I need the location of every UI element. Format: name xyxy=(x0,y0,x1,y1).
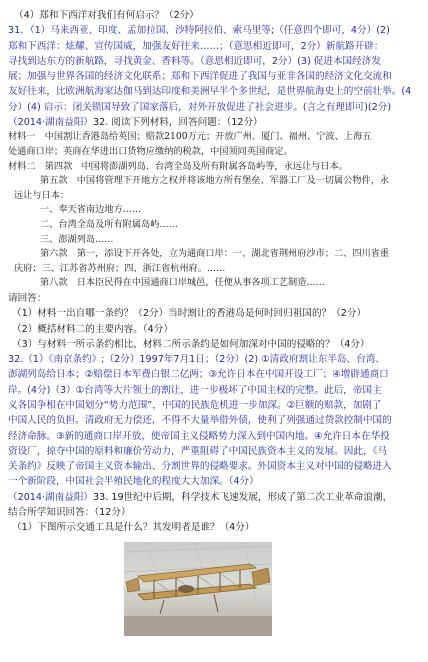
treaty-item: 二、台湾全岛及所有附属岛屿…… xyxy=(40,218,178,230)
answer-line: 31．（1）马来西亚、印度、孟加拉国、沙特阿拉伯、索马里等;（任意四个即可，4分）(2) xyxy=(8,25,390,37)
answer-line: 澎湖列岛给日本；②赔偿日本军费白银二亿两；③允许日本在中国开设工厂；④增辟通商口 xyxy=(8,369,389,381)
q4-prompt: （4）郑和下西洋对我们有何启示？（2分） xyxy=(14,10,199,21)
material-line: 远让与日本： xyxy=(14,189,70,201)
answer-line: 分）(4) 启示：闭关锁国导致了国家落后，对外开放促进了社会进步。(言之有理即可)(2分) xyxy=(8,101,392,113)
material-line: 处通商口岸；英商在华进出口货物应缴纳的税款，中国须同英国商定。 xyxy=(8,145,293,157)
source-tag: （2014·湖南益阳） xyxy=(8,491,94,503)
answer-line: 义各国争相在中国划分“势力范围”，中国的民族危机进一步加深。②巨额的赔款，加剧了 xyxy=(8,399,382,411)
biplane-illustration xyxy=(124,542,272,636)
sub-question: （3）与材料一所示条约相比，材料二所示条约是如何加深对中国的侵略的？（4分） xyxy=(12,338,370,350)
answer-line: 郑和下西洋：炫耀、宣传国威，加强友好往来……；（意思相近即可，2分）新航路开辟： xyxy=(8,40,384,52)
question-text: 32. 阅读下列材料，回答问题：（12分） xyxy=(93,117,263,129)
answer-line: 寻找到达东方的新航路，寻找黄金、香料等。（意思相近即可，2分）(3) 促进本国经济发 xyxy=(8,55,381,67)
material-1 xyxy=(8,130,422,159)
answer-line: 关条约》反映了帝国主义资本输出、分割世界的侵略要求。外国资本主义对中国的侵略进入 xyxy=(8,461,392,473)
answer-31 xyxy=(8,23,422,115)
material-line: 庆府；三、江苏省苏州府；四、浙江省杭州府。…… xyxy=(14,262,226,274)
sub-question: （1）下图所示交通工具是什么？其发明者是谁？（4分） xyxy=(12,522,255,534)
answer-line: 友好往来，比欧洲航海家达伽马到达印度和美洲早半个多世纪，是世界航海史上的空前壮举。(4 xyxy=(8,86,412,98)
material-line: 第六款 第一，添设下开各处，立为通商口岸：一、湖北省荆州府沙市；二、四川省重 xyxy=(40,248,390,260)
material-line: 第五款 中国将管理下开地方之权并将该地方所有堡垒、军器工厂及一切属公物件，永 xyxy=(40,175,390,187)
answer-line: 中国人民的负担。清政府无力偿还，不得不大量举借外债，使利了列强通过贷款控制中国的 xyxy=(8,415,392,427)
material-line: 第八款 日本臣民得在中国通商口岸城邑，任便从事各项工艺制造…… xyxy=(40,277,325,289)
treaty-item: 三、澎湖列岛…… xyxy=(40,233,114,245)
answer-line: 32.（1）《南京条约》;（2分）1997年7月1日；（2分）(2) ①清政府割让东半岛、台湾、 xyxy=(8,354,385,366)
ask-label: 请回答： xyxy=(8,292,47,304)
question-text: 33. 19世纪中后期，科学技术飞速发展，形成了第二次工业革命浪潮， xyxy=(93,491,393,503)
question-text-cont: 结合所学知识回答：（12分） xyxy=(8,507,131,519)
question-32-heading xyxy=(8,115,422,130)
material-2 xyxy=(8,160,422,291)
question-33-heading xyxy=(8,490,422,505)
airplane-photo xyxy=(124,542,272,636)
sub-question: （2）概括材料二的主要内容。（4分） xyxy=(12,323,173,335)
material-line: 材料二 第四款 中国将澎湖列岛、台湾全岛及所有附属各岛屿等，永远让与日本。 xyxy=(8,160,348,172)
answer-line: 资设厂，掠夺中国的原料和廉价劳动力，严重阻碍了中国民族资本主义的发展。因此，《马 xyxy=(8,445,387,457)
material-line: 材料一 中国割让香港岛给英国；赔款2100万元；开放广州、厦门、福州、宁波、上海五 xyxy=(8,131,372,143)
sub-question: （1）材料一出自哪一条约？（2分）当时割让的香港岛是何时回归祖国的？（2分） xyxy=(12,308,367,320)
answer-line: 展；加强与世界各国的经济文化联系；郑和下西洋促进了我国与亚非各国的经济文化交流和 xyxy=(8,71,392,83)
source-tag: （2014·湖南益阳） xyxy=(8,117,94,129)
answer-32 xyxy=(8,352,422,490)
answer-line: 一个新阶段，中国社会半殖民地化的程度大大加深。（4分） xyxy=(8,476,259,488)
treaty-item: 一、奉天省南边地方…… xyxy=(40,204,142,216)
answer-line: 经济命脉。③新的通商口岸开放，使帝国主义侵略势力深入到中国内地。④允许日本在华投 xyxy=(8,430,390,442)
answer-line: 岸。(4分)（3）①台湾等大片领土的割让，进一步极坏了中国主权的完整。此后，帝国主 xyxy=(8,384,382,396)
